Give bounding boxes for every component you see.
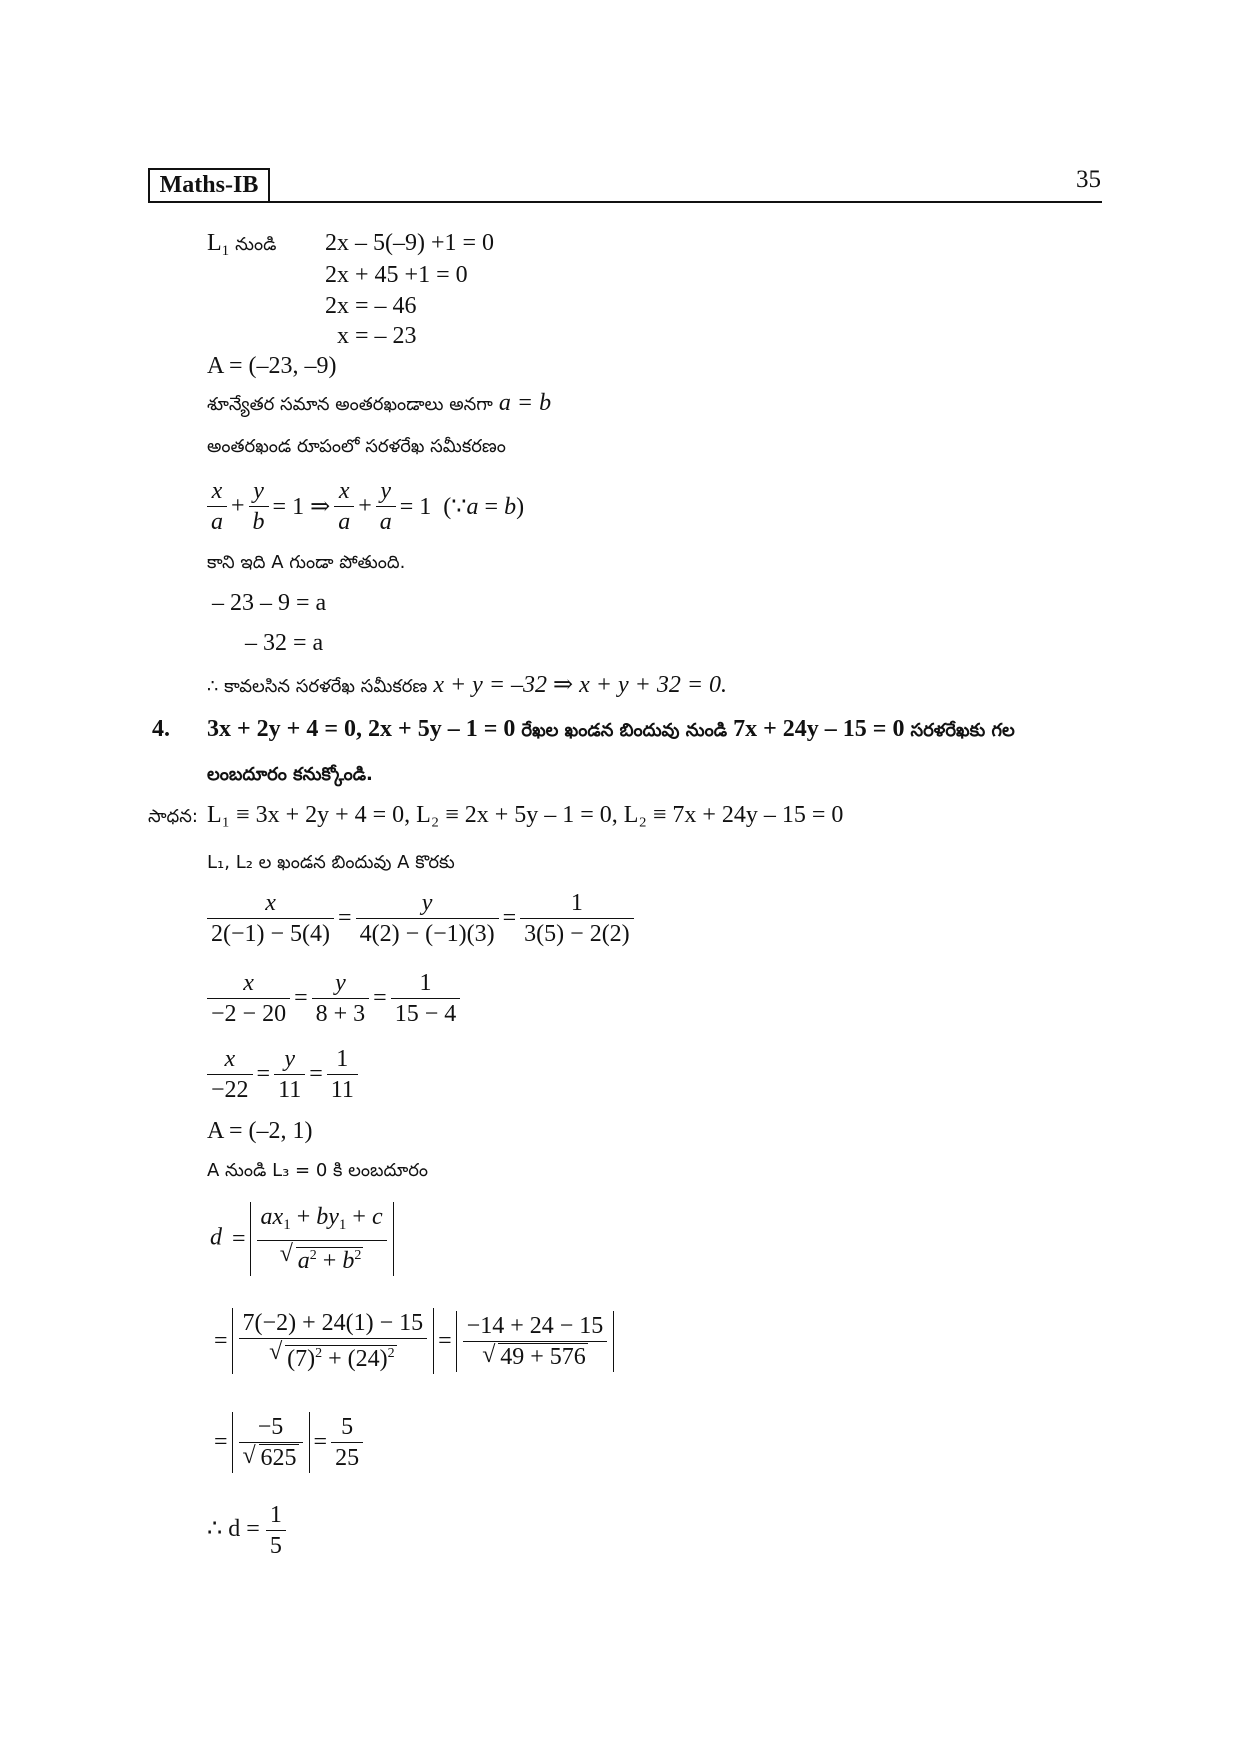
- equation-line: 2x – 5(–9) +1 = 0: [325, 230, 495, 256]
- cross-mult-1: $\frac{x}{2(-1) - 5(4)}$ = $\frac{y}{4(2) - (-1)(3)}$ = $\frac{1}{3(5) - 2(2)}$: [207, 888, 634, 949]
- equation-line: x = – 23: [337, 323, 417, 349]
- subject-label: Maths-IB: [148, 168, 270, 203]
- point-a: A = (–23, –9): [207, 353, 337, 379]
- final-answer: ∴ d = $\frac{1}{5}$: [207, 1500, 286, 1561]
- point-a-2: A = (–2, 1): [207, 1118, 313, 1144]
- l1-label: $L_1$ నుండి: [207, 230, 277, 259]
- cross-mult-2: $\frac{x}{-2 - 20}$ = $\frac{y}{8 + 3}$ = $\frac{1}{15 - 4}$: [207, 968, 460, 1029]
- question-text: 3x + 2y + 4 = 0, 2x + 5y – 1 = 0 రేఖల ఖండన బిందువు నుండి 7x + 24y – 15 = 0 సరళరేఖకు గల: [207, 716, 1015, 742]
- text-line: అంతరఖండ రూపంలో సరళరేఖ సమీకరణం: [207, 436, 506, 457]
- equation-line: – 23 – 9 = a: [212, 590, 327, 616]
- solution-label: సాధన:: [148, 806, 198, 827]
- lines-definition: L₁ ≡ 3x + 2y + 4 = 0, L₂ ≡ 2x + 5y – 1 = 0, L₂ ≡ 7x + 24y – 15 = 0: [207, 802, 844, 828]
- distance-label: A నుండి L₃ = 0 కి లంబదూరం: [207, 1160, 429, 1181]
- intercept-equation: $\frac{x}{a}$ + $\frac{y}{b}$ = 1 ⇒ $\frac{x}{a}$ + $\frac{y}{a}$ = 1 (∵a = b): [207, 476, 528, 537]
- distance-substitution: = 7(−2) + 24(1) − 15 √ $(7)^2 + (24)^2$ = −14 + 24 − 15 √ 49 + 576: [210, 1308, 614, 1374]
- text-line: శూన్యేతర సమాన అంతరఖండాలు అనగా a = b: [207, 390, 552, 416]
- equation-line: – 32 = a: [245, 630, 324, 656]
- text-line: కాని ఇది A గుండా పోతుంది.: [207, 552, 406, 573]
- distance-formula: d = $ax_1 + by_1 + c$ √ $a^2 + b^2$: [210, 1202, 394, 1276]
- cross-mult-3: $\frac{x}{-22}$ = $\frac{y}{11}$ = $\frac{1}{11}$: [207, 1044, 358, 1105]
- required-equation: ∴ కావలసిన సరళరేఖ సమీకరణ x + y = –32 ⇒ x + y + 32 = 0.: [207, 672, 728, 698]
- question-number: 4.: [152, 716, 170, 742]
- equation-line: 2x = – 46: [325, 293, 417, 319]
- distance-simplify: = −5 √ 625 = $\frac{5}{25}$: [210, 1412, 363, 1473]
- page-number: 35: [1076, 166, 1101, 193]
- intersection-label: L₁, L₂ ల ఖండన బిందువు A కొరకు: [207, 852, 455, 873]
- equation-line: 2x + 45 +1 = 0: [325, 262, 468, 288]
- question-text-cont: లంబదూరం కనుక్కోండి.: [207, 764, 373, 785]
- header-rule: [148, 201, 1102, 203]
